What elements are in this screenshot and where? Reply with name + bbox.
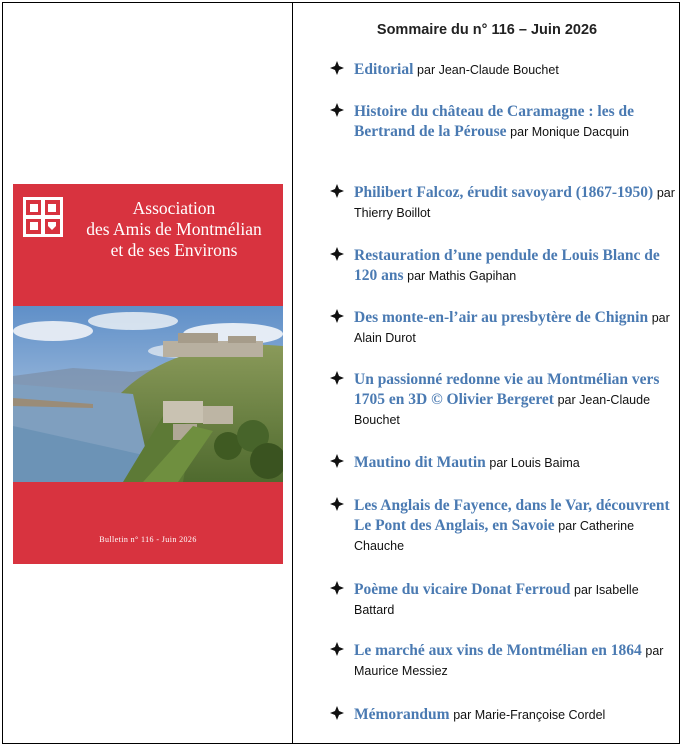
diamond-bullet-icon	[330, 247, 344, 261]
toc-entry-author: par Louis Baima	[489, 456, 580, 470]
toc-entry-title[interactable]: Restauration d’une pendule de Louis Blanc de 120 ans	[354, 247, 660, 284]
toc-entry-title[interactable]: Un passionné redonne vie au Montmélian vers 1705 en 3D © Olivier Bergeret	[354, 371, 660, 408]
diamond-bullet-icon	[330, 581, 344, 595]
toc-entry-title[interactable]: Poème du vicaire Donat Ferroud	[354, 581, 571, 598]
diamond-bullet-icon	[330, 61, 344, 75]
toc-entry-author: par Alain Durot	[354, 311, 670, 345]
toc-entry	[330, 580, 675, 620]
diamond-bullet-icon	[330, 642, 344, 656]
toc-entry	[330, 453, 675, 473]
toc-entry	[330, 370, 675, 430]
toc-entry-author: par Marie-Françoise Cordel	[453, 708, 606, 722]
diamond-bullet-icon	[330, 184, 344, 198]
toc-entry	[330, 246, 675, 286]
toc-entry-author: par Maurice Messiez	[354, 644, 664, 678]
toc-entry	[330, 496, 675, 556]
toc-entry	[330, 60, 675, 80]
association-line-1: Association	[132, 198, 216, 218]
toc-entry-title[interactable]: Philibert Falcoz, érudit savoyard (1867-1950)	[354, 184, 654, 201]
diamond-bullet-icon	[330, 454, 344, 468]
toc-entry-author: par Jean-Claude Bouchet	[354, 393, 651, 427]
diamond-bullet-icon	[330, 371, 344, 385]
toc-entry-author: par Jean-Claude Bouchet	[417, 63, 559, 77]
association-line-2: des Amis de Montmélian	[86, 219, 262, 239]
diamond-bullet-icon	[330, 497, 344, 511]
toc-entry-title[interactable]: Editorial	[354, 61, 414, 78]
toc-entry-author: par Thierry Boillot	[354, 186, 675, 220]
toc-entry	[330, 641, 675, 681]
column-divider	[292, 2, 293, 744]
toc-entry-title[interactable]: Des monte-en-l’air au presbytère de Chignin	[354, 309, 649, 326]
bulletin-cover	[13, 184, 283, 564]
cover-photo	[13, 306, 283, 482]
crest-logo-icon	[23, 197, 63, 237]
toc-entry-author: par Catherine Chauche	[354, 519, 635, 553]
association-line-3: et de ses Environs	[110, 240, 238, 260]
toc-entry	[330, 308, 675, 348]
toc-entry-title[interactable]: Histoire du château de Caramagne : les de Bertrand de la Pérouse	[354, 103, 634, 140]
toc-entry-title[interactable]: Les Anglais de Fayence, dans le Var, découvrent Le Pont des Anglais, en Savoie	[354, 497, 670, 534]
toc-entry	[330, 705, 675, 725]
toc-entry-title[interactable]: Mémorandum	[354, 706, 450, 723]
diamond-bullet-icon	[330, 706, 344, 720]
toc-entry-author: par Mathis Gapihan	[407, 269, 517, 283]
toc-entry-author: par Isabelle Battard	[354, 583, 639, 617]
diamond-bullet-icon	[330, 309, 344, 323]
diamond-bullet-icon	[330, 103, 344, 117]
toc-entry-author: par Monique Dacquin	[510, 125, 629, 139]
toc-title: Sommaire du n° 116 – Juin 2026	[376, 22, 598, 38]
toc-entry-title[interactable]: Le marché aux vins de Montmélian en 1864	[354, 642, 642, 659]
toc-entry	[330, 102, 675, 142]
association-name	[69, 198, 279, 261]
toc-entry	[330, 183, 675, 223]
toc-entry-title[interactable]: Mautino dit Mautin	[354, 454, 486, 471]
bulletin-number: Bulletin n° 116 - Juin 2026	[99, 535, 197, 544]
